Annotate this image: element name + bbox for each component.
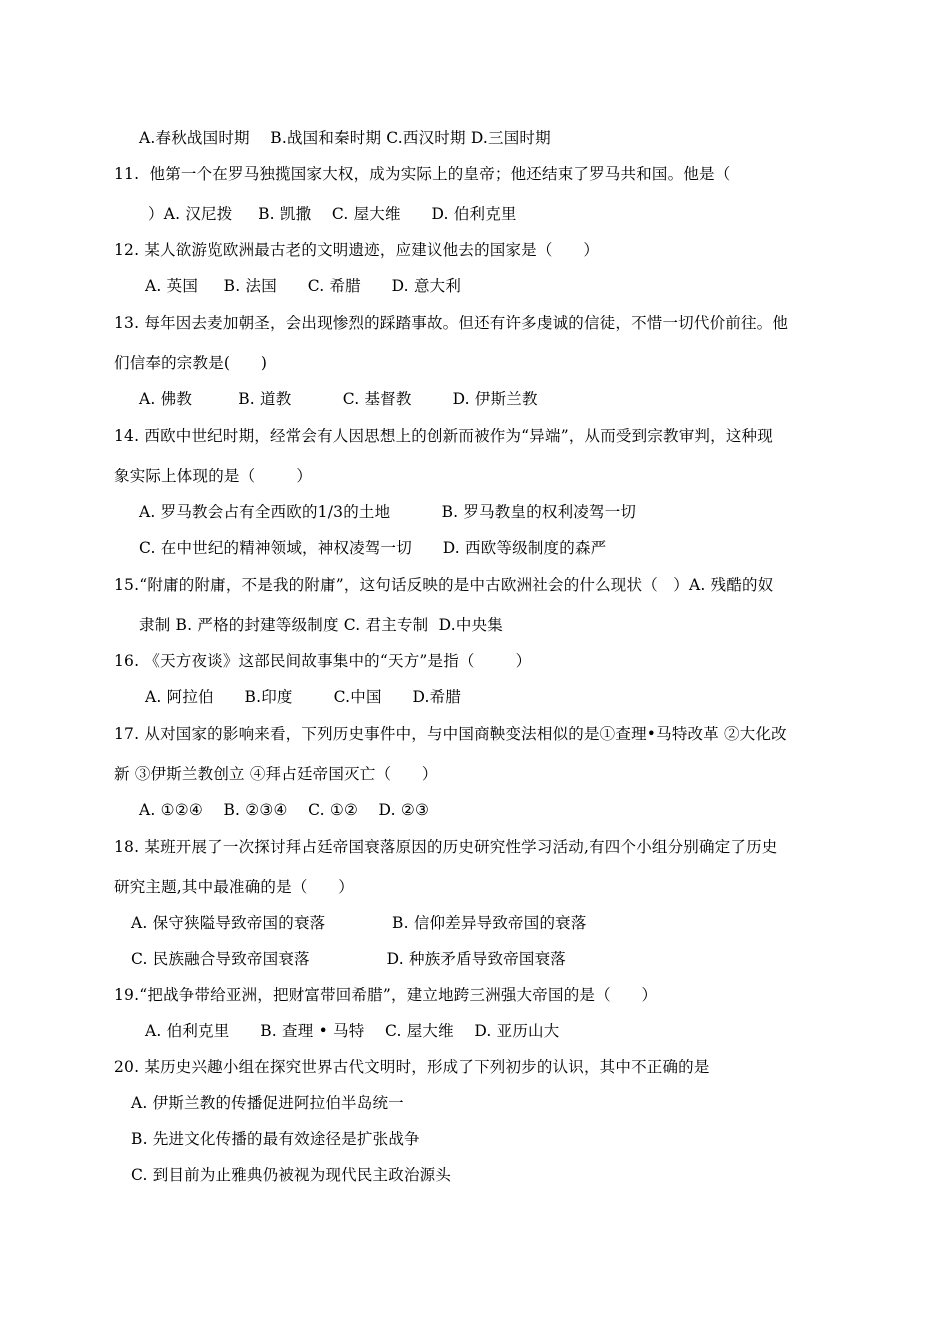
q17-options: A. ①②④ B. ②③④ C. ①② D. ②③ <box>139 801 430 819</box>
q18-options-cd: C. 民族融合导致帝国衰落 D. 种族矛盾导致帝国衰落 <box>131 950 566 968</box>
q14-stem: 14. 西欧中世纪时期，经常会有人因思想上的创新而被作为“异端”，从而受到宗教审判，这种现 <box>114 427 773 445</box>
q15-options: 隶制 B. 严格的封建等级制度 C. 君主专制 D.中央集 <box>139 616 503 634</box>
q13-stem-continued: 们信奉的宗教是( ) <box>114 354 268 372</box>
q13-stem: 13. 每年因去麦加朝圣，会出现惨烈的踩踏事故。但还有许多虔诚的信徒，不惜一切代价前往。他 <box>114 314 789 332</box>
q14-options-ab: A. 罗马教会占有全西欧的1/3的土地 B. 罗马教皇的权利凌驾一切 <box>139 503 637 521</box>
q11-stem: 11. 他第一个在罗马独揽国家大权，成为实际上的皇帝；他还结束了罗马共和国。他是（ <box>114 165 731 183</box>
q13-options: A. 佛教 B. 道教 C. 基督教 D. 伊斯兰教 <box>139 390 538 408</box>
q20-option-c: C. 到目前为止雅典仍被视为现代民主政治源头 <box>131 1166 452 1184</box>
q17-stem: 17. 从对国家的影响来看，下列历史事件中，与中国商鞅变法相似的是①查理•马特改革 ②大化改 <box>114 725 787 743</box>
q18-stem: 18. 某班开展了一次探讨拜占廷帝国衰落原因的历史研究性学习活动,有四个小组分别确定了历史 <box>114 838 778 856</box>
q19-stem: 19.“把战争带给亚洲，把财富带回希腊”，建立地跨三洲强大帝国的是（ ） <box>114 986 658 1004</box>
q14-stem-continued: 象实际上体现的是（ ） <box>114 467 313 485</box>
q15-stem: 15.“附庸的附庸，不是我的附庸”，这句话反映的是中古欧洲社会的什么现状（ ）A. 残酷的奴 <box>114 576 774 594</box>
q12-stem: 12. 某人欲游览欧洲最古老的文明遗迹，应建议他去的国家是（ ） <box>114 241 600 259</box>
q20-option-a: A. 伊斯兰教的传播促进阿拉伯半岛统一 <box>131 1094 404 1112</box>
q18-options-ab: A. 保守狭隘导致帝国的衰落 B. 信仰差异导致帝国的衰落 <box>131 914 587 932</box>
q19-options: A. 伯利克里 B. 查理 • 马特 C. 屋大维 D. 亚历山大 <box>145 1022 560 1040</box>
q12-options: A. 英国 B. 法国 C. 希腊 D. 意大利 <box>145 277 462 295</box>
q10-options: A.春秋战国时期 B.战国和秦时期 C.西汉时期 D.三国时期 <box>139 129 551 147</box>
q20-option-b: B. 先进文化传播的最有效途径是扩张战争 <box>131 1130 420 1148</box>
q17-stem-continued: 新 ③伊斯兰教创立 ④拜占廷帝国灭亡（ ） <box>114 765 438 783</box>
q16-stem: 16. 《天方夜谈》这部民间故事集中的“天方”是指（ ） <box>114 652 532 670</box>
q16-options: A. 阿拉伯 B.印度 C.中国 D.希腊 <box>145 688 462 706</box>
q14-options-cd: C. 在中世纪的精神领域，神权凌驾一切 D. 西欧等级制度的森严 <box>139 539 607 557</box>
q11-options: ）A. 汉尼拨 B. 凯撒 C. 屋大维 D. 伯利克里 <box>148 205 517 223</box>
q20-stem: 20. 某历史兴趣小组在探究世界古代文明时，形成了下列初步的认识，其中不正确的是 <box>114 1058 710 1076</box>
q18-stem-continued: 研究主题,其中最准确的是（ ） <box>114 878 354 896</box>
